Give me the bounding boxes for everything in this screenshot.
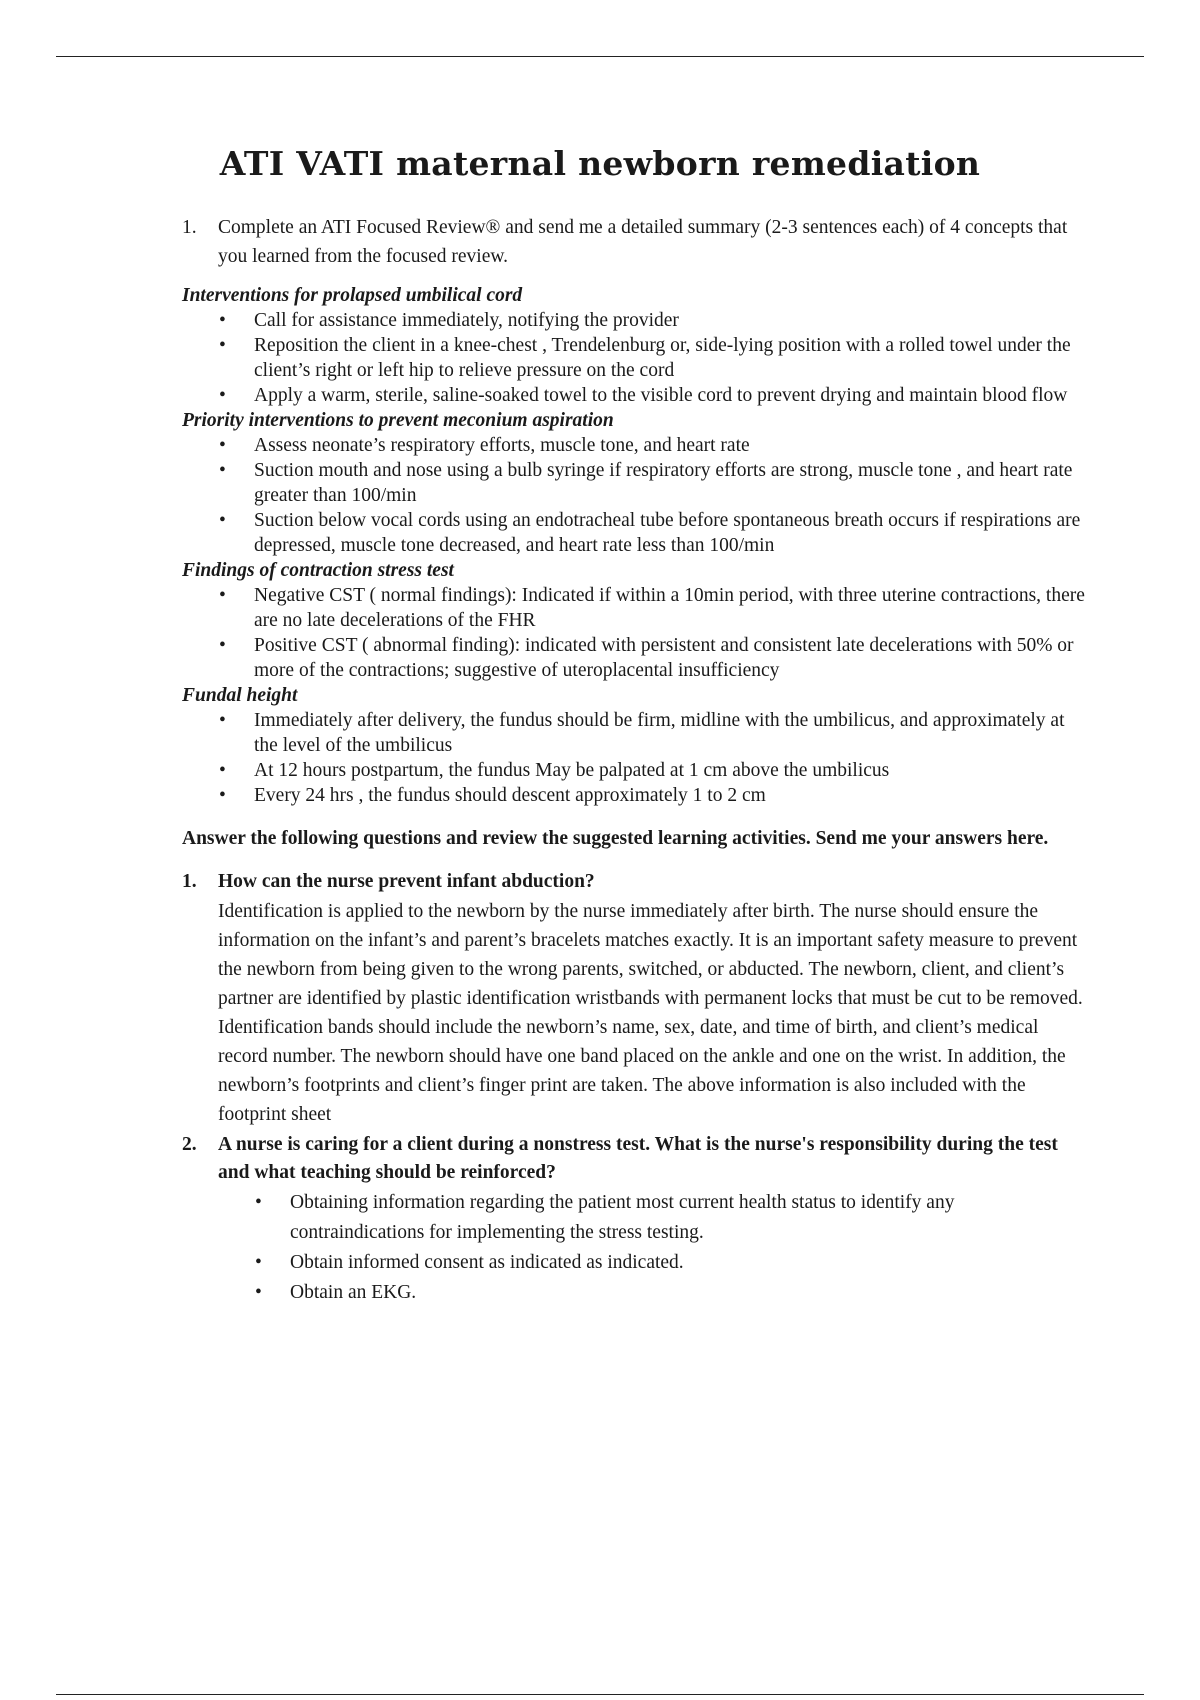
list-item: • Obtain informed consent as indicated as indicated. [218,1248,1088,1278]
section-heading: Findings of contraction stress test [182,560,454,581]
section-prolapsed-cord [182,283,1088,408]
section-heading: Fundal height [182,685,298,706]
list-item: • Immediately after delivery, the fundus should be firm, midline with the umbilicus, and approximately at the level of the umbilicus [182,708,1088,758]
question-1 [182,868,1088,1129]
list-item: • Suction below vocal cords using an endotracheal tube before spontaneous breath occurs if respirations are depressed, muscle tone decreased, and heart rate less than 100/min [182,508,1088,558]
instructions: Answer the following questions and review the suggested learning activities. Send me your answers here. [182,828,1049,849]
list-item: • Negative CST ( normal findings): Indicated if within a 10min period, with three uterine contractions, there are no late decelerations of the FHR [182,583,1088,633]
section-fundal-height [182,683,1088,808]
section-meconium-aspiration [182,408,1088,558]
section-contraction-stress-test [182,558,1088,683]
list-item: • Apply a warm, sterile, saline-soaked towel to the visible cord to prevent drying and maintain blood flow [182,383,1088,408]
section-heading: Priority interventions to prevent meconium aspiration [182,410,614,431]
header-rule [56,56,1144,57]
bullet-list [182,308,1088,408]
question-number: 2. [182,1133,197,1155]
list-item: • At 12 hours postpartum, the fundus May be palpated at 1 cm above the umbilicus [182,758,1088,783]
question-text: A nurse is caring for a client during a nonstress test. What is the nurse's responsibility during the test and what teaching should be reinforced? [218,1133,1058,1183]
answer-bullet-list [218,1188,1088,1308]
question-number: 1. [182,871,197,892]
bullet-list [182,708,1088,808]
list-item: • Reposition the client in a knee-chest , Trendelenburg or, side-lying position with a rolled towel under the client’s right or left hip to relieve pressure on the cord [182,333,1088,383]
question-2 [182,1131,1088,1188]
footer-rule [56,1694,1144,1695]
intro-number: 1. [182,217,197,238]
answer-text: Identification is applied to the newborn by the nurse immediately after birth. The nurse should ensure the information on the infant’s and parent’s bracelets matches exactly. It is an important safety measure to prevent the newborn from being given to the wrong parents, switched, or abducted. The newborn, client, and client’s partner are identified by plastic identification wristbands with permanent locks that must be cut to be removed. Identification bands should include the newborn’s name, sex, date, and time of birth, and client’s medical record number. The newborn should have one band placed on the ankle and one on the wrist. In addition, the newborn’s footprints and client’s finger print are taken. The above information is also included with the footprint sheet [218,900,1083,1125]
list-item: • Assess neonate’s respiratory efforts, muscle tone, and heart rate [182,433,1088,458]
bullet-list [182,433,1088,558]
intro-item [182,214,1088,271]
document-title: ATI VATI maternal newborn remediation [219,144,981,183]
list-item: • Positive CST ( abnormal finding): indicated with persistent and consistent late decelerations with 50% or more of the contractions; suggestive of uteroplacental insufficiency [182,633,1088,683]
list-item: • Call for assistance immediately, notifying the provider [182,308,1088,333]
list-item: • Obtaining information regarding the patient most current health status to identify any contraindications for implementing the stress testing. [218,1188,1088,1248]
list-item: • Suction mouth and nose using a bulb syringe if respiratory efforts are strong, muscle tone , and heart rate greater than 100/min [182,458,1088,508]
list-item: • Obtain an EKG. [218,1278,1088,1308]
intro-text: Complete an ATI Focused Review® and send me a detailed summary (2-3 sentences each) of 4 concepts that you learned from the focused review. [218,217,1068,267]
section-heading: Interventions for prolapsed umbilical cord [182,285,523,306]
list-item: • Every 24 hrs , the fundus should descent approximately 1 to 2 cm [182,783,1088,808]
document-body [182,214,1088,1308]
bullet-list [182,583,1088,683]
question-text: How can the nurse prevent infant abduction? [218,871,595,892]
